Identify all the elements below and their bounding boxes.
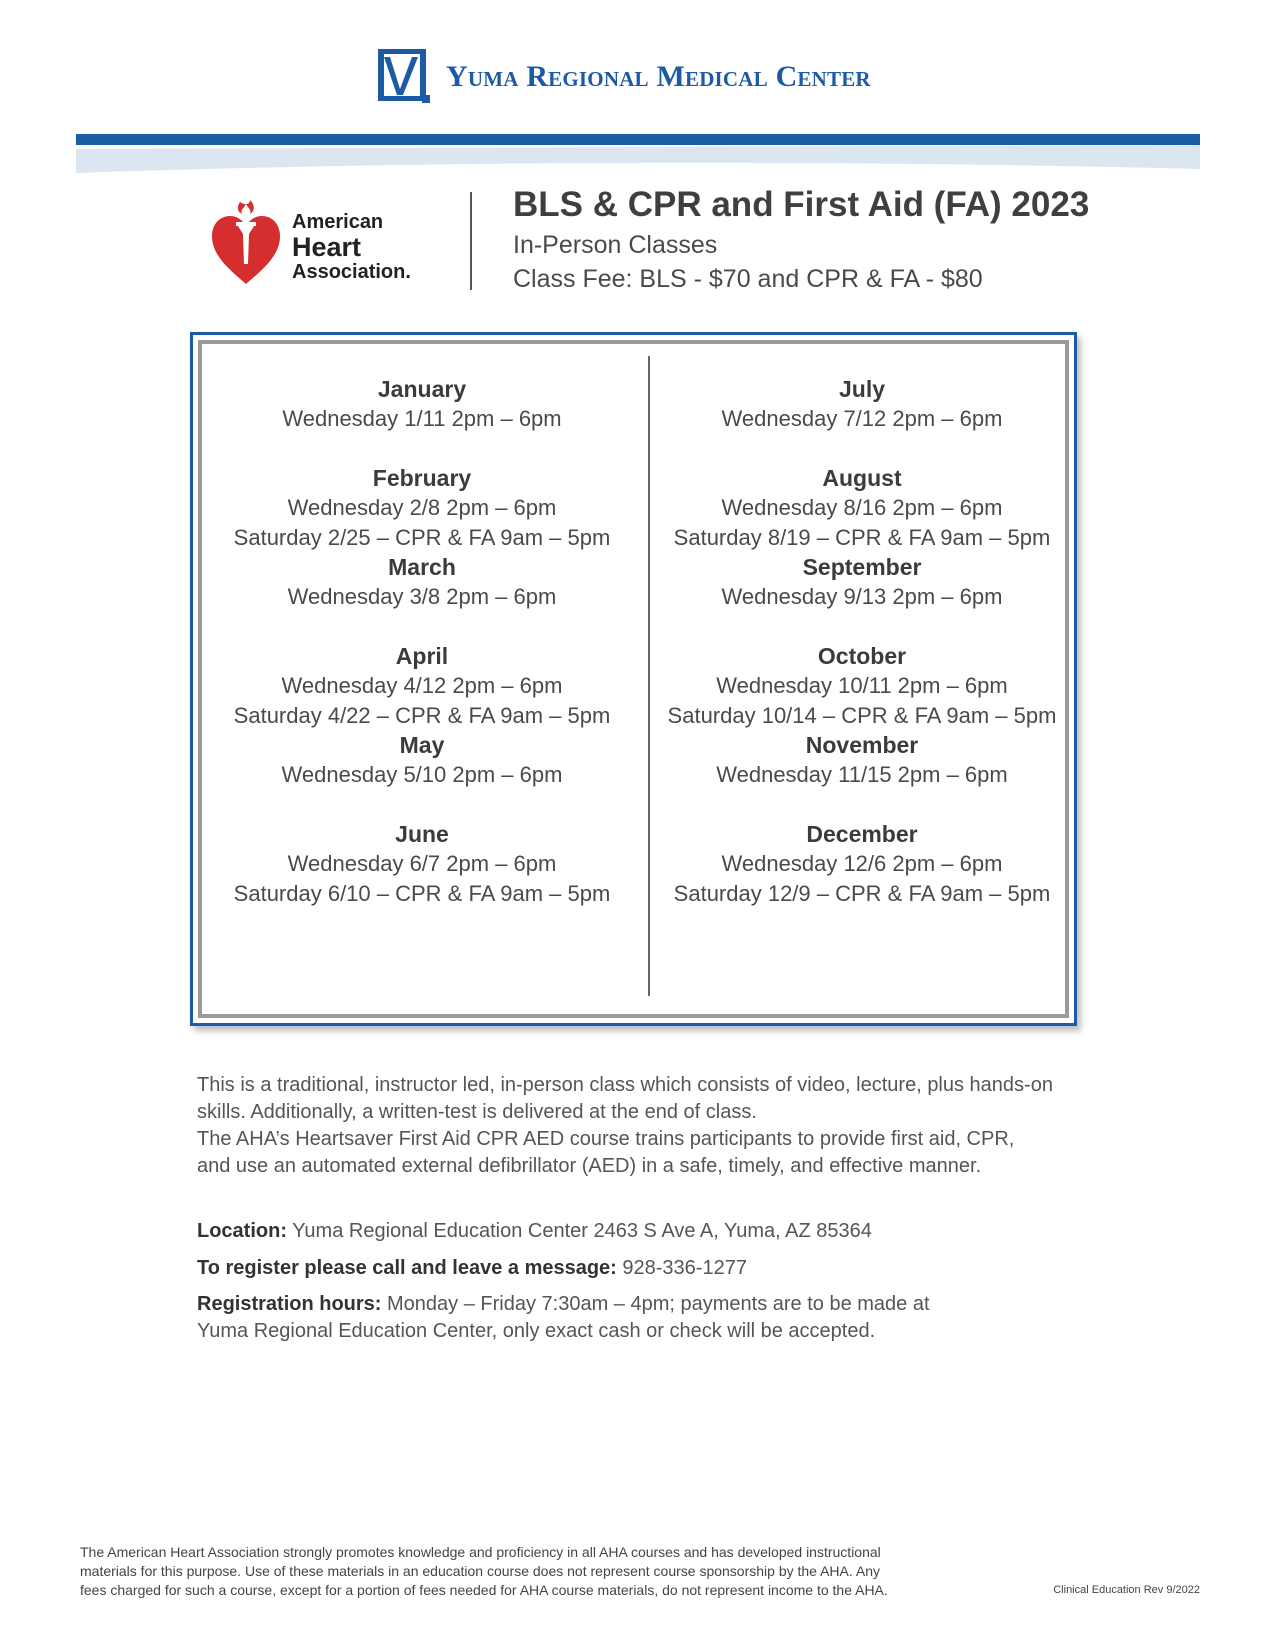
description-line: and use an automated external defibrillator (AED) in a safe, timely, and effective manner. (197, 1155, 982, 1177)
session-item: Saturday 2/25 – CPR & FA 9am – 5pm (233, 525, 611, 550)
month-block (642, 730, 1082, 819)
month-name: May (399, 732, 445, 758)
month-name: July (838, 376, 886, 402)
month-block (642, 374, 1082, 463)
org-name: Yuma Regional Medical Center (446, 60, 871, 93)
session-item: Wednesday 11/15 2pm – 6pm (716, 762, 1008, 787)
disclaimer-line: The American Heart Association strongly promotes knowledge and proficiency in all AHA courses and has developed instructional (80, 1544, 881, 1560)
registration-hours-info (197, 1291, 1077, 1345)
month-name: June (395, 821, 449, 847)
location-label: Location: (197, 1220, 287, 1242)
month-name: October (817, 643, 907, 669)
yrmc-v-icon (378, 49, 430, 105)
description-line: skills. Additionally, a written-test is delivered at the end of class. (197, 1101, 757, 1123)
session-item: Wednesday 4/12 2pm – 6pm (281, 673, 563, 698)
session-item: Wednesday 1/11 2pm – 6pm (282, 406, 562, 431)
aha-logo-line2: Heart (292, 232, 362, 262)
month-name: March (388, 554, 456, 580)
session-item: Saturday 4/22 – CPR & FA 9am – 5pm (233, 703, 611, 728)
phone-number: 928-336-1277 (616, 1257, 747, 1279)
disclaimer-line: fees charged for such a course, except for a portion of fees needed for AHA course materials, do not represent income to the AHA. (80, 1582, 888, 1598)
session-item: Wednesday 8/16 2pm – 6pm (721, 495, 1003, 520)
schedule-column-right (642, 374, 1082, 908)
header-bar (76, 134, 1200, 145)
month-name: September (802, 554, 922, 580)
month-block (642, 552, 1082, 641)
aha-logo-line3: Association. (292, 261, 411, 283)
month-block (202, 463, 642, 552)
disclaimer-line: materials for this purpose. Use of these materials in an education course does not represent course sponsorship by the AHA. Any (80, 1563, 880, 1579)
session-item: Wednesday 5/10 2pm – 6pm (281, 762, 563, 787)
hours-label: Registration hours: (197, 1293, 382, 1315)
revision-note: Clinical Education Rev 9/2022 (1053, 1584, 1200, 1596)
yrmc-logo (378, 48, 871, 106)
title-block (513, 184, 1089, 296)
month-block (202, 819, 642, 908)
register-label: To register please call and leave a message: (197, 1257, 617, 1279)
session-item: Wednesday 6/7 2pm – 6pm (287, 851, 557, 876)
session-item: Wednesday 9/13 2pm – 6pm (721, 584, 1003, 609)
session-item: Wednesday 12/6 2pm – 6pm (721, 851, 1003, 876)
page-subtitle: In-Person Classes (513, 231, 718, 259)
aha-disclaimer (80, 1543, 960, 1600)
session-item: Saturday 8/19 – CPR & FA 9am – 5pm (673, 525, 1051, 550)
session-item: Wednesday 2/8 2pm – 6pm (287, 495, 557, 520)
session-item: Saturday 10/14 – CPR & FA 9am – 5pm (667, 703, 1057, 728)
month-block (202, 552, 642, 641)
month-block (642, 463, 1082, 552)
class-fee: Class Fee: BLS - $70 and CPR & FA - $80 (513, 265, 983, 293)
month-block (202, 374, 642, 463)
session-item: Wednesday 7/12 2pm – 6pm (721, 406, 1003, 431)
description-line: This is a traditional, instructor led, in-person class which consists of video, lecture, plus hands-on (197, 1074, 1053, 1096)
session-item: Wednesday 3/8 2pm – 6pm (287, 584, 557, 609)
location-value: Yuma Regional Education Center 2463 S Ave A, Yuma, AZ 85364 (287, 1220, 872, 1242)
month-name: August (822, 465, 902, 491)
header-swoosh (76, 145, 1200, 177)
title-divider (470, 192, 472, 290)
hours-value: Monday – Friday 7:30am – 4pm; payments are to be made at (381, 1293, 930, 1315)
month-name: December (806, 821, 918, 847)
aha-heart-torch-icon (210, 200, 282, 286)
month-block (642, 819, 1082, 908)
schedule-inner-frame (198, 340, 1069, 1018)
session-item: Saturday 12/9 – CPR & FA 9am – 5pm (673, 881, 1051, 906)
hours-value-continued: Yuma Regional Education Center, only exact cash or check will be accepted. (197, 1320, 876, 1342)
aha-logo (210, 200, 435, 288)
schedule-column-left (202, 374, 642, 908)
month-block (202, 641, 642, 730)
month-block (202, 730, 642, 819)
session-item: Saturday 6/10 – CPR & FA 9am – 5pm (233, 881, 611, 906)
month-name: April (395, 643, 449, 669)
month-name: February (372, 465, 472, 491)
description-line: The AHA’s Heartsaver First Aid CPR AED course trains participants to provide first aid, CPR, (197, 1128, 1015, 1150)
schedule-box (190, 332, 1077, 1026)
month-name: November (805, 732, 919, 758)
month-name: January (377, 376, 467, 402)
location-info (197, 1218, 1077, 1245)
course-description (197, 1072, 1077, 1180)
page-title: BLS & CPR and First Aid (FA) 2023 (513, 185, 1090, 224)
aha-logo-line1: American (292, 211, 384, 233)
month-block (642, 641, 1082, 730)
session-item: Wednesday 10/11 2pm – 6pm (716, 673, 1008, 698)
register-info (197, 1255, 1077, 1282)
